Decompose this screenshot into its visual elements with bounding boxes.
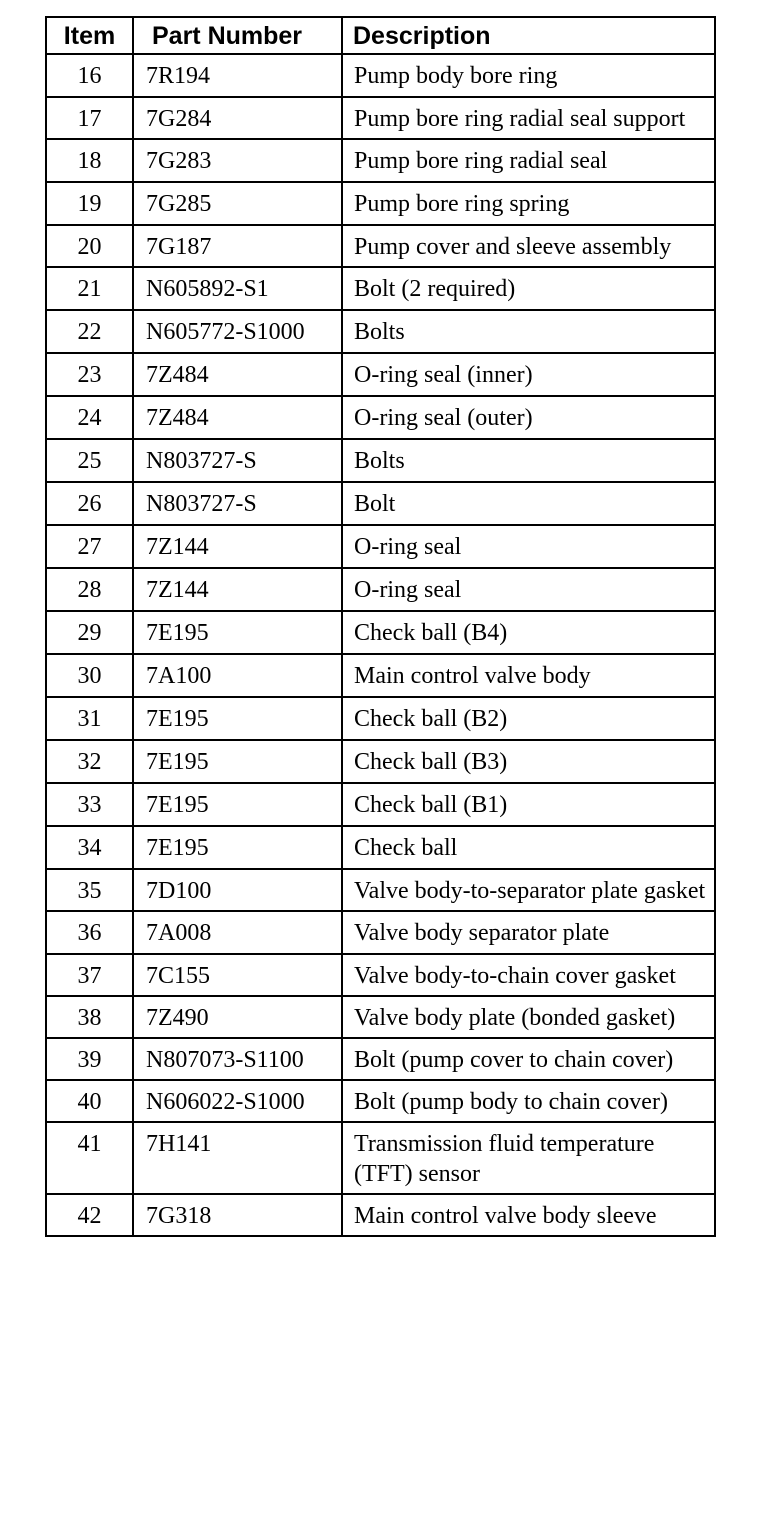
description-cell: Check ball (B4) xyxy=(342,611,715,654)
part-number-cell: 7E195 xyxy=(133,740,342,783)
description-cell: Bolt xyxy=(342,482,715,525)
description-cell: Main control valve body xyxy=(342,654,715,697)
item-cell: 16 xyxy=(46,54,133,97)
item-cell: 23 xyxy=(46,353,133,396)
part-number-cell: 7D100 xyxy=(133,869,342,911)
part-number-cell: 7G284 xyxy=(133,97,342,139)
table-row xyxy=(46,396,715,439)
description-cell: Main control valve body sleeve xyxy=(342,1194,715,1236)
description-cell: Pump body bore ring xyxy=(342,54,715,97)
item-cell: 27 xyxy=(46,525,133,568)
part-number-cell: N803727-S xyxy=(133,439,342,482)
part-number-cell: 7E195 xyxy=(133,611,342,654)
item-cell: 32 xyxy=(46,740,133,783)
table-row xyxy=(46,954,715,996)
item-cell: 28 xyxy=(46,568,133,611)
description-cell: Pump bore ring radial seal support xyxy=(342,97,715,139)
table-row xyxy=(46,267,715,310)
table-row xyxy=(46,310,715,353)
item-cell: 20 xyxy=(46,225,133,267)
item-cell: 40 xyxy=(46,1080,133,1122)
part-number-cell: 7A008 xyxy=(133,911,342,954)
item-cell: 34 xyxy=(46,826,133,869)
description-cell: Pump bore ring spring xyxy=(342,182,715,225)
part-number-cell: N807073-S1100 xyxy=(133,1038,342,1080)
description-cell: Valve body-to-chain cover gasket xyxy=(342,954,715,996)
table-row xyxy=(46,1080,715,1122)
item-cell: 42 xyxy=(46,1194,133,1236)
description-cell: Bolt (pump body to chain cover) xyxy=(342,1080,715,1122)
table-row xyxy=(46,182,715,225)
item-cell: 25 xyxy=(46,439,133,482)
item-cell: 30 xyxy=(46,654,133,697)
item-cell: 39 xyxy=(46,1038,133,1080)
description-cell: Check ball xyxy=(342,826,715,869)
table-row xyxy=(46,482,715,525)
part-number-cell: 7G318 xyxy=(133,1194,342,1236)
table-row xyxy=(46,783,715,826)
part-number-cell: 7Z484 xyxy=(133,396,342,439)
table-row xyxy=(46,353,715,396)
header-description: Description xyxy=(342,17,715,54)
table-row xyxy=(46,1038,715,1080)
part-number-cell: 7H141 xyxy=(133,1122,342,1194)
part-number-cell: N605772-S1000 xyxy=(133,310,342,353)
item-cell: 35 xyxy=(46,869,133,911)
table-row xyxy=(46,697,715,740)
description-cell: Bolts xyxy=(342,310,715,353)
table-row xyxy=(46,654,715,697)
item-cell: 18 xyxy=(46,139,133,182)
table-row xyxy=(46,740,715,783)
table-row xyxy=(46,568,715,611)
part-number-cell: N803727-S xyxy=(133,482,342,525)
description-cell: Valve body plate (bonded gasket) xyxy=(342,996,715,1038)
item-cell: 33 xyxy=(46,783,133,826)
description-cell: Bolts xyxy=(342,439,715,482)
description-cell: Valve body-to-separator plate gasket xyxy=(342,869,715,911)
table-row xyxy=(46,611,715,654)
part-number-cell: 7Z490 xyxy=(133,996,342,1038)
description-cell: Check ball (B3) xyxy=(342,740,715,783)
table-row xyxy=(46,1194,715,1236)
description-cell: Pump bore ring radial seal xyxy=(342,139,715,182)
item-cell: 29 xyxy=(46,611,133,654)
part-number-cell: 7Z144 xyxy=(133,525,342,568)
table-header-row xyxy=(46,17,715,54)
description-cell: Bolt (pump cover to chain cover) xyxy=(342,1038,715,1080)
table-row xyxy=(46,97,715,139)
description-cell: Bolt (2 required) xyxy=(342,267,715,310)
item-cell: 31 xyxy=(46,697,133,740)
table-row xyxy=(46,911,715,954)
part-number-cell: 7Z144 xyxy=(133,568,342,611)
item-cell: 17 xyxy=(46,97,133,139)
part-number-cell: 7C155 xyxy=(133,954,342,996)
part-number-cell: N605892-S1 xyxy=(133,267,342,310)
item-cell: 22 xyxy=(46,310,133,353)
header-part-number: Part Number xyxy=(133,17,342,54)
item-cell: 41 xyxy=(46,1122,133,1194)
part-number-cell: 7Z484 xyxy=(133,353,342,396)
table-row xyxy=(46,996,715,1038)
table-row xyxy=(46,54,715,97)
item-cell: 36 xyxy=(46,911,133,954)
header-item: Item xyxy=(46,17,133,54)
item-cell: 26 xyxy=(46,482,133,525)
parts-table xyxy=(45,16,716,1237)
item-cell: 38 xyxy=(46,996,133,1038)
description-cell: O-ring seal xyxy=(342,525,715,568)
part-number-cell: 7G187 xyxy=(133,225,342,267)
item-cell: 24 xyxy=(46,396,133,439)
description-cell: Check ball (B2) xyxy=(342,697,715,740)
description-cell: O-ring seal xyxy=(342,568,715,611)
table-row xyxy=(46,525,715,568)
table-row xyxy=(46,1122,715,1194)
part-number-cell: 7E195 xyxy=(133,826,342,869)
part-number-cell: 7E195 xyxy=(133,697,342,740)
item-cell: 19 xyxy=(46,182,133,225)
part-number-cell: N606022-S1000 xyxy=(133,1080,342,1122)
description-cell: Pump cover and sleeve assembly xyxy=(342,225,715,267)
table-body xyxy=(46,54,715,1236)
table-row xyxy=(46,869,715,911)
part-number-cell: 7G285 xyxy=(133,182,342,225)
table-row xyxy=(46,826,715,869)
description-cell: O-ring seal (outer) xyxy=(342,396,715,439)
part-number-cell: 7A100 xyxy=(133,654,342,697)
table-row xyxy=(46,439,715,482)
table-row xyxy=(46,139,715,182)
item-cell: 37 xyxy=(46,954,133,996)
description-cell: Valve body separator plate xyxy=(342,911,715,954)
description-cell: O-ring seal (inner) xyxy=(342,353,715,396)
description-cell: Check ball (B1) xyxy=(342,783,715,826)
item-cell: 21 xyxy=(46,267,133,310)
part-number-cell: 7R194 xyxy=(133,54,342,97)
description-cell: Transmission fluid temperature (TFT) sensor xyxy=(342,1122,715,1194)
table-row xyxy=(46,225,715,267)
part-number-cell: 7E195 xyxy=(133,783,342,826)
part-number-cell: 7G283 xyxy=(133,139,342,182)
